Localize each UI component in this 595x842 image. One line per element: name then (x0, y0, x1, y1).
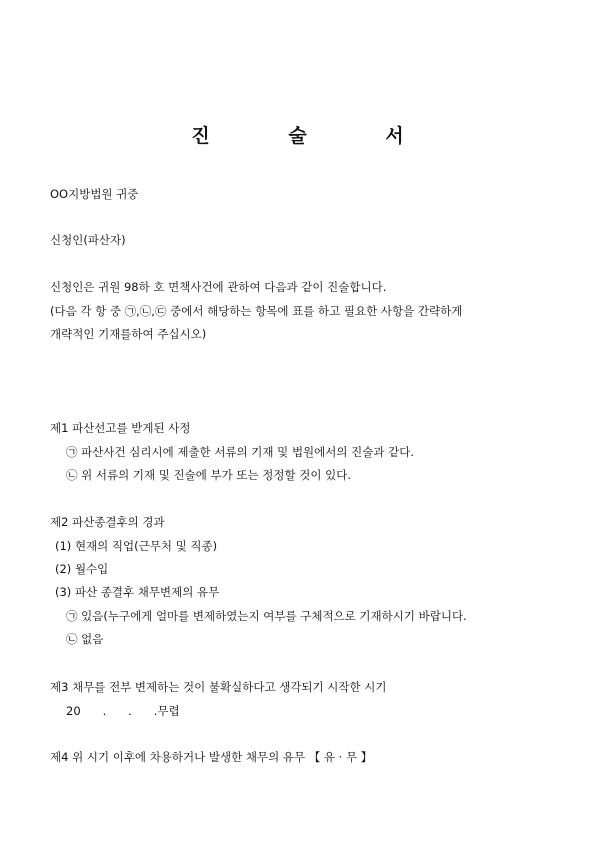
addressee: OO지방법원 귀중 (50, 187, 139, 201)
section3-date-line: 20 . . .무렵 (66, 704, 180, 718)
section4-heading: 제4 위 시기 이후에 차용하거나 발생한 채무의 유무 【 유 · 무 】 (50, 750, 373, 764)
section2-item-1: (1) 현재의 직업(근무처 및 직종) (55, 539, 218, 553)
section1-item-1: ㉠ 파산사건 심리시에 제출한 서류의 기재 및 법원에서의 진술과 같다. (66, 445, 414, 459)
section3-heading: 제3 채무를 전부 변제하는 것이 불확실하다고 생각되기 시작한 시기 (50, 680, 387, 694)
section1-heading: 제1 파산선고를 받게된 사정 (50, 421, 191, 435)
intro-line-1: 신청인은 귀원 98하 호 면책사건에 관하여 다음과 같이 진술합니다. (50, 280, 387, 294)
section1-item-2: ㉡ 위 서류의 기재 및 진술에 부가 또는 정정할 것이 있다. (66, 468, 351, 482)
section2-item-2: (2) 월수입 (55, 562, 109, 576)
section2-subitem-1: ㉠ 있음(누구에게 얼마를 변제하였는지 여부를 구체적으로 기재하시기 바랍니다. (66, 609, 467, 623)
section2-heading: 제2 파산종결후의 경과 (50, 515, 165, 529)
intro-line-3: 개략적인 기재를하여 주십시오) (50, 327, 207, 341)
intro-line-2: (다음 각 항 중 ㉠,㉡,㉢ 중에서 해당하는 항목에 표를 하고 필요한 사항을 간략하게 (50, 304, 463, 318)
section2-item-3: (3) 파산 종결후 채무변제의 유무 (55, 585, 220, 599)
applicant-label: 신청인(파산자) (50, 233, 126, 247)
document-title: 진 술 서 (191, 125, 440, 147)
section2-subitem-2: ㉡ 없음 (66, 632, 104, 646)
